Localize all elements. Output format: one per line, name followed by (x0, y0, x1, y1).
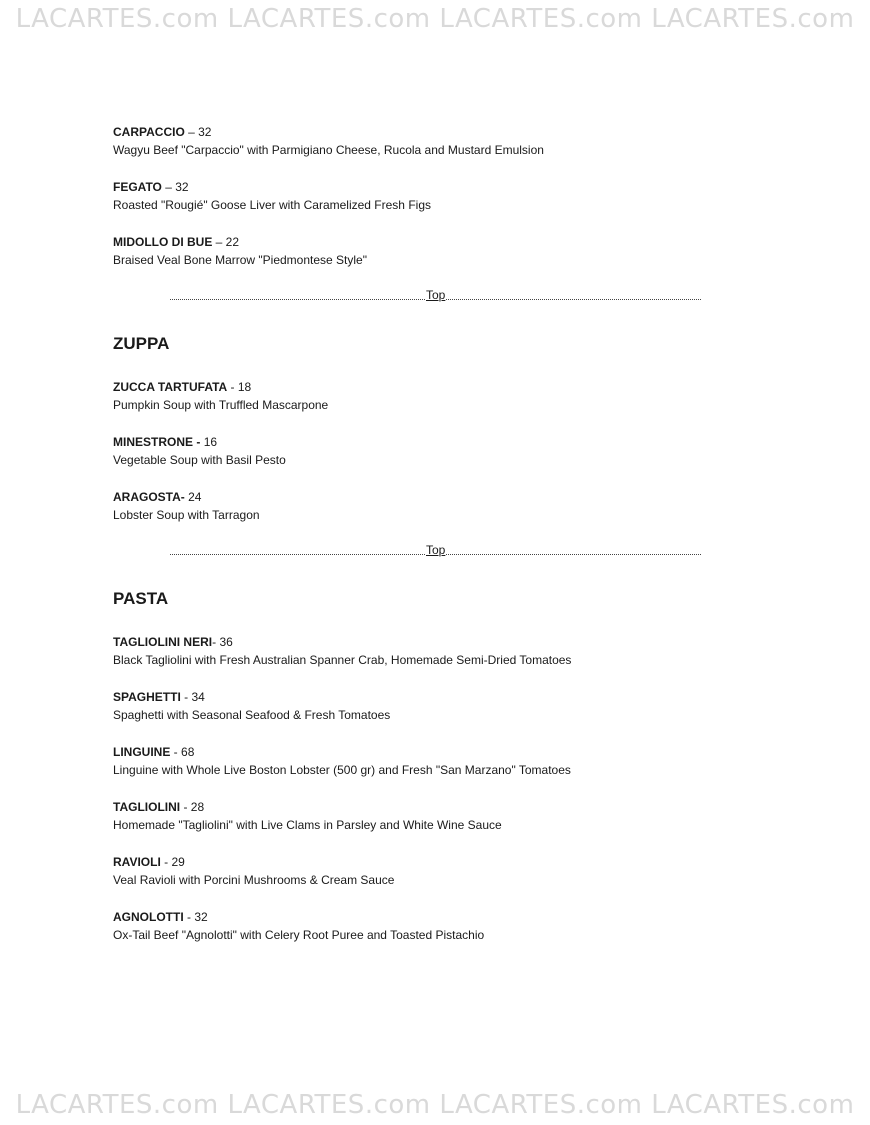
item-description: Veal Ravioli with Porcini Mushrooms & Cream Sauce (113, 873, 395, 887)
section-title-pasta: PASTA (113, 589, 169, 608)
item-description: Lobster Soup with Tarragon (113, 508, 260, 522)
menu-item (113, 179, 733, 214)
item-separator: - (212, 635, 220, 649)
top-link[interactable]: Top (426, 288, 446, 302)
menu-item (113, 234, 733, 269)
item-name: MIDOLLO DI BUE (113, 235, 213, 249)
item-description: Wagyu Beef "Carpaccio" with Parmigiano Cheese, Rucola and Mustard Emulsion (113, 143, 544, 157)
item-name: ZUCCA TARTUFATA (113, 380, 228, 394)
item-price: 32 (198, 125, 212, 139)
item-description: Homemade "Tagliolini" with Live Clams in Parsley and White Wine Sauce (113, 818, 502, 832)
menu-item (113, 634, 733, 669)
zuppa-section (113, 333, 733, 524)
item-price: 29 (171, 855, 185, 869)
item-separator: - (180, 800, 191, 814)
item-name: SPAGHETTI (113, 690, 181, 704)
watermark-bottom: LACARTES.com LACARTES.com LACARTES.com LACARTES.com (15, 1090, 855, 1120)
menu-item (113, 854, 733, 889)
menu-item (113, 379, 733, 414)
item-separator: - (183, 910, 195, 924)
watermark-top: LACARTES.com LACARTES.com LACARTES.com LACARTES.com (15, 4, 855, 34)
item-separator: - (160, 855, 172, 869)
item-price: 34 (191, 690, 205, 704)
item-name: MINESTRONE - (113, 435, 201, 449)
item-separator: - (180, 690, 192, 704)
pasta-section (113, 588, 733, 944)
item-description: Roasted "Rougié" Goose Liver with Caramelized Fresh Figs (113, 198, 431, 212)
item-name: CARPACCIO (113, 125, 185, 139)
item-price: 28 (190, 800, 205, 814)
item-price: 32 (194, 910, 208, 924)
antipasti-list (113, 124, 733, 269)
item-separator: - (170, 745, 182, 759)
top-link[interactable]: Top (426, 543, 446, 557)
menu-item (113, 434, 733, 469)
item-description: Braised Veal Bone Marrow "Piedmontese Style" (113, 253, 367, 267)
item-description: Spaghetti with Seasonal Seafood & Fresh Tomatoes (113, 708, 391, 722)
top-link-row (170, 289, 701, 305)
item-description: Black Tagliolini with Fresh Australian Spanner Crab, Homemade Semi-Dried Tomatoes (113, 653, 572, 667)
item-separator: – (184, 125, 199, 139)
item-name: RAVIOLI (113, 855, 161, 869)
item-description: Linguine with Whole Live Boston Lobster (500 gr) and Fresh "San Marzano" Tomatoes (113, 763, 571, 777)
item-price: 24 (188, 490, 202, 504)
item-price: 16 (203, 435, 218, 449)
item-description: Vegetable Soup with Basil Pesto (113, 453, 286, 467)
item-separator: – (161, 180, 176, 194)
top-link-row (170, 544, 701, 560)
item-name: ARAGOSTA- (113, 490, 185, 504)
menu-item (113, 489, 733, 524)
item-price: 68 (181, 745, 195, 759)
menu-item (113, 744, 733, 779)
menu-item (113, 799, 733, 834)
menu-page (113, 124, 733, 964)
item-description: Ox-Tail Beef "Agnolotti" with Celery Root Puree and Toasted Pistachio (113, 928, 485, 942)
item-name: TAGLIOLINI NERI (113, 635, 213, 649)
item-name: AGNOLOTTI (113, 910, 184, 924)
item-name: FEGATO (113, 180, 162, 194)
item-price: 32 (175, 180, 189, 194)
item-name: LINGUINE (113, 745, 171, 759)
item-description: Pumpkin Soup with Truffled Mascarpone (113, 398, 329, 412)
menu-item (113, 689, 733, 724)
menu-item (113, 909, 733, 944)
menu-item (113, 124, 733, 159)
item-price: 22 (225, 235, 240, 249)
item-price: 36 (219, 635, 233, 649)
item-separator: - (227, 380, 238, 394)
section-title-zuppa: ZUPPA (113, 334, 170, 353)
item-name: TAGLIOLINI (113, 800, 181, 814)
item-price: 18 (237, 380, 252, 394)
item-separator: – (212, 235, 226, 249)
